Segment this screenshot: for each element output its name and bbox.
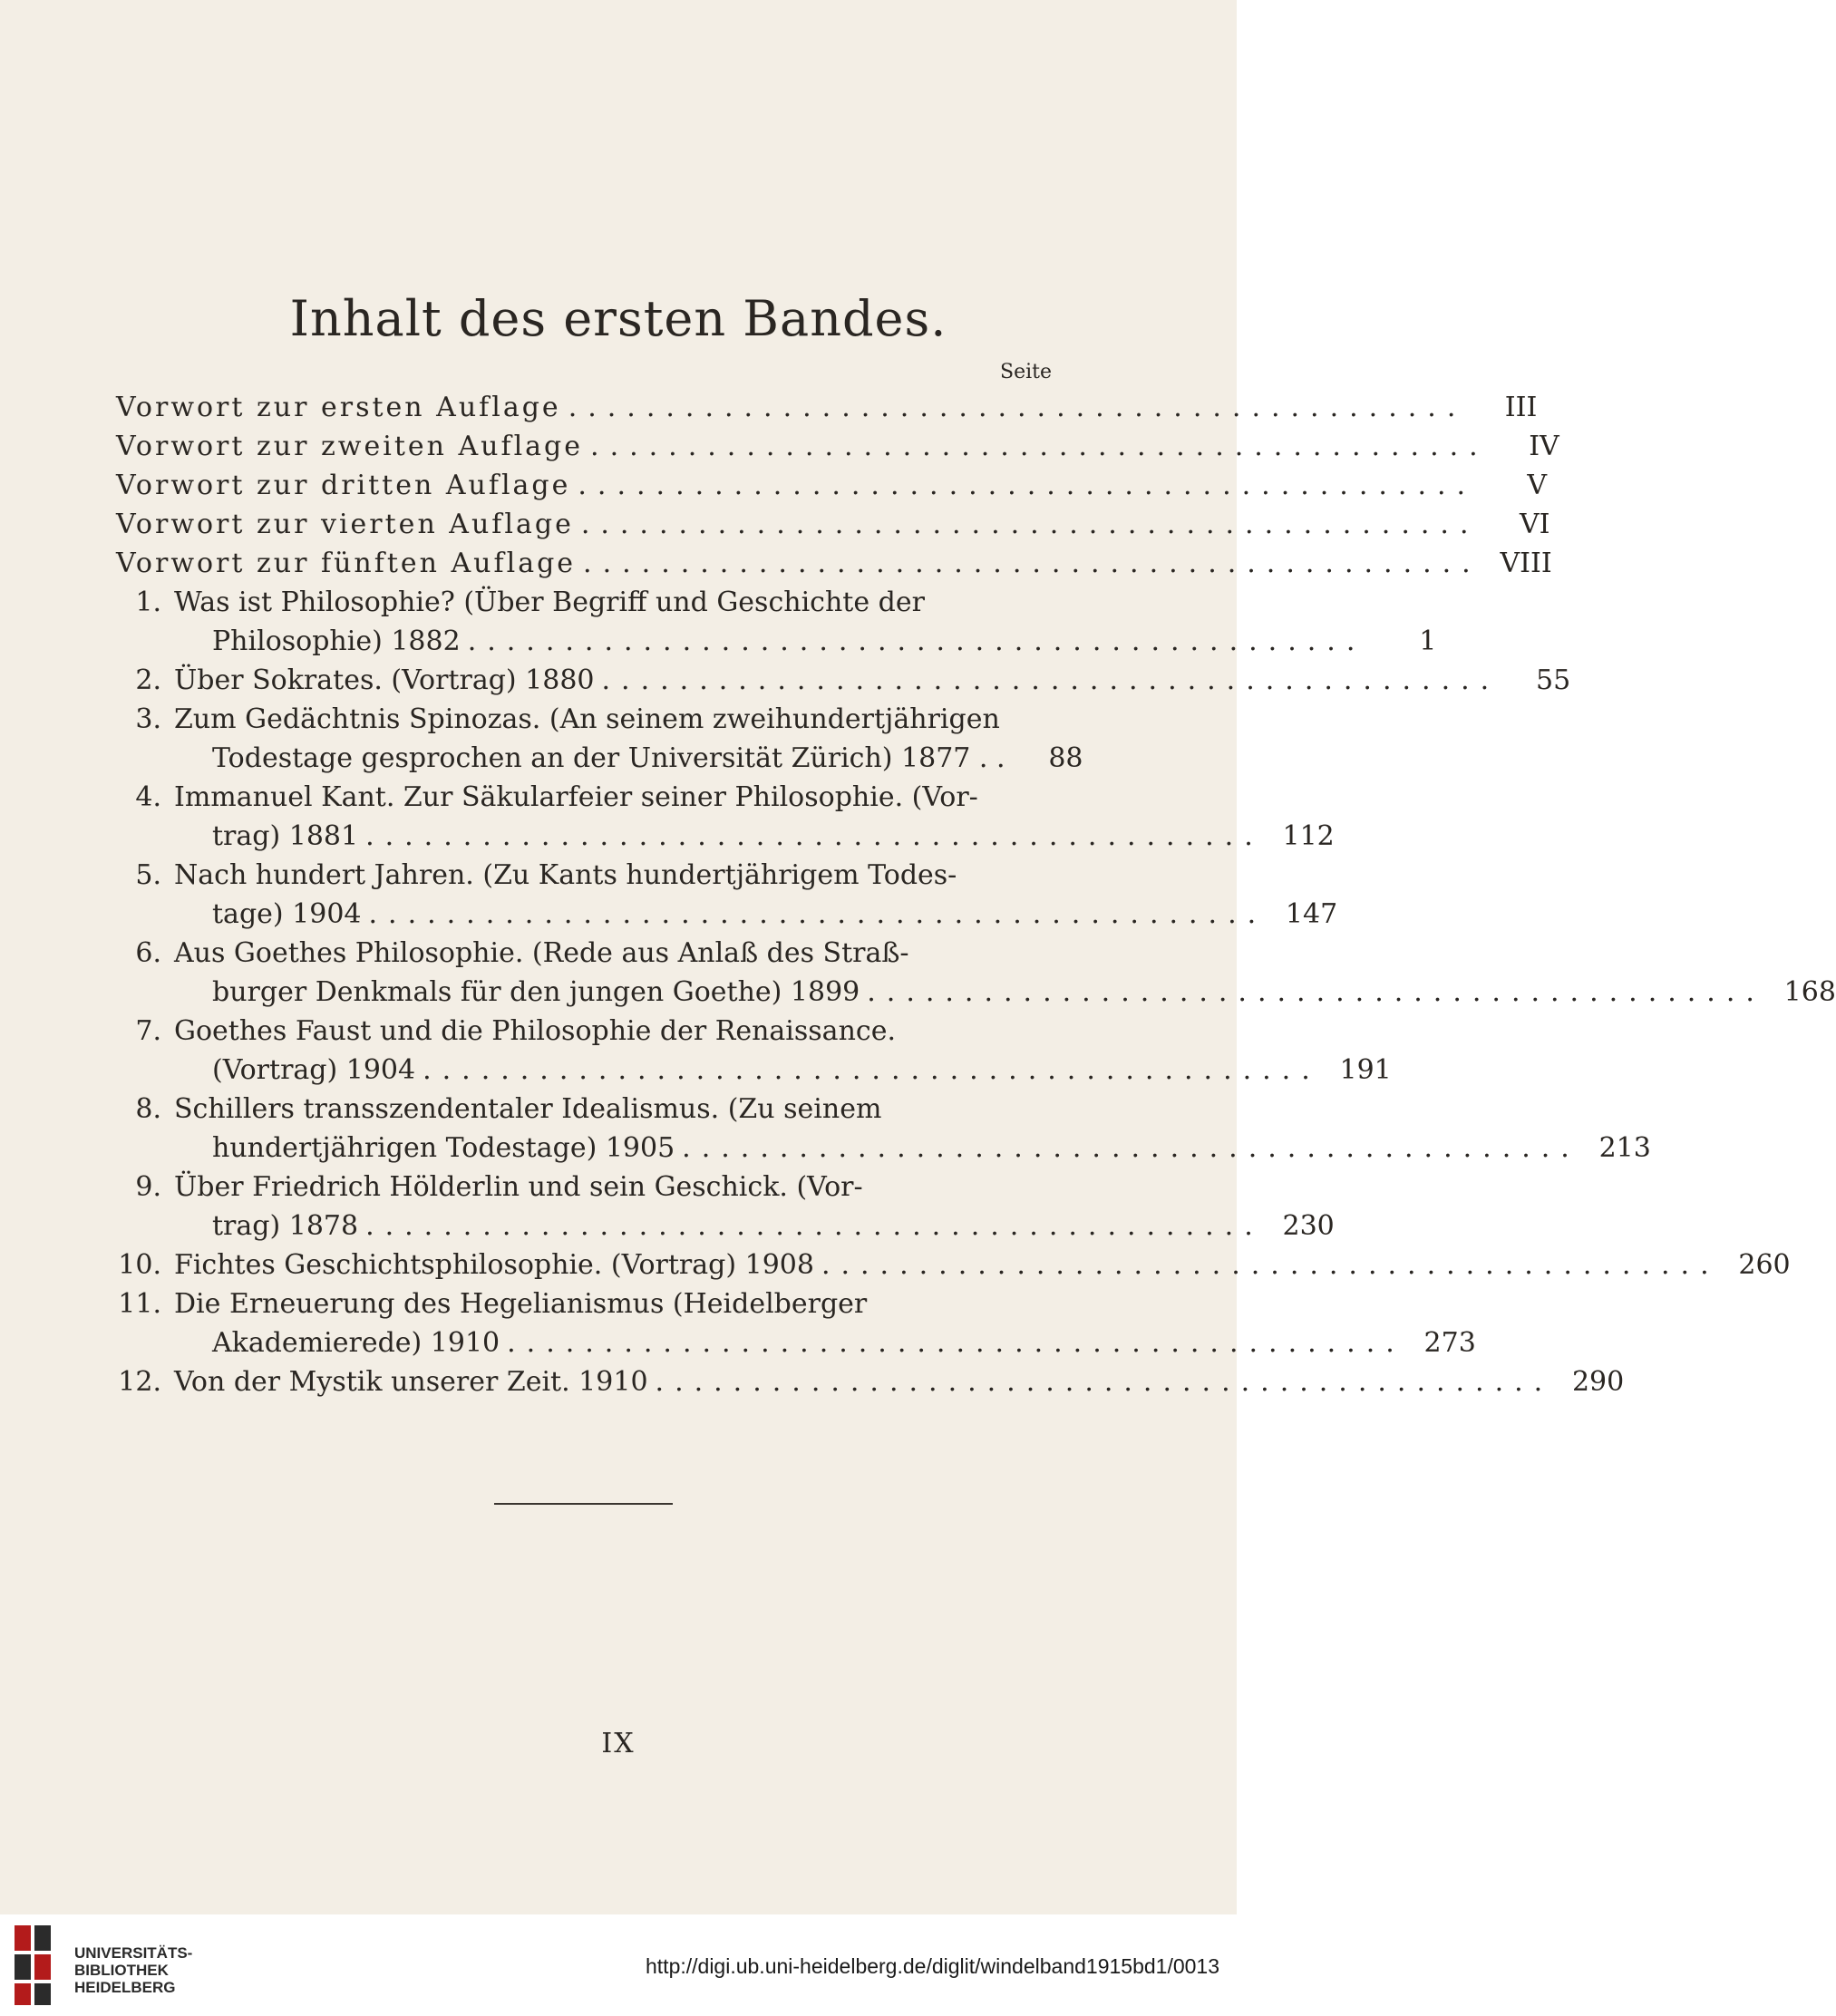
source-url-link[interactable]: http://digi.ub.uni-heidelberg.de/diglit/windelband1915bd1/0013 [646,1954,1219,1978]
seite-column-label: Seite [1000,361,1052,383]
university-library-logo-icon [11,1922,54,2009]
toc-leader-dots: .............................................. [580,509,1480,540]
toc-page-number: 55 [1536,664,1571,696]
toc-page-number: 191 [1339,1054,1392,1086]
library-name [74,1944,192,1996]
toc-entry-text: tage) 1904 [212,898,362,930]
toc-page-number: 147 [1285,898,1338,930]
toc-entry-9-line1 [116,1168,1052,1207]
toc-leader-dots: .............................................. [365,820,1264,852]
library-name-line: HEIDELBERG [74,1979,176,1996]
toc-entry-11-line1 [116,1284,1052,1323]
toc-leader-dots: .............................................. [655,1366,1554,1398]
toc-page-number: 168 [1783,976,1836,1008]
toc-entry-number: 11. [118,1288,161,1320]
toc-entry-7-line1 [116,1012,1052,1051]
toc-entry-text: Was ist Philosophie? (Über Begriff und Geschichte der [174,586,925,618]
toc-entry-12 [116,1362,1625,1401]
toc-page-number: VI [1519,509,1550,540]
toc-entry-number: 12. [118,1366,161,1398]
toc-entry-preface-5 [116,544,1552,583]
section-divider-rule [494,1503,673,1505]
toc-entry-text: Goethes Faust und die Philosophie der Renaissance. [174,1015,896,1047]
toc-entry-9-line2 [116,1207,1335,1245]
toc-entry-text: Vorwort zur fünften Auflage [116,548,577,579]
toc-entry-text: (Vortrag) 1904 [212,1054,416,1086]
page-title: Inhalt des ersten Bandes. [289,290,947,347]
toc-entry-number: 2. [135,664,161,696]
toc-leader-dots: .............................................. [601,664,1501,696]
toc-entry-text: Vorwort zur ersten Auflage [116,392,561,423]
toc-leader-dots: .............................................. [507,1327,1405,1359]
toc-entry-text: Fichtes Geschichtsphilosophie. (Vortrag) 1908 [174,1249,814,1281]
toc-leader-dots: .............................................. [423,1054,1321,1086]
toc-entry-preface-3 [116,466,1548,505]
toc-entry-text: Philosophie) 1882 [212,625,461,657]
toc-entry-number: 8. [135,1093,161,1125]
toc-entry-number: 10. [118,1249,161,1281]
toc-entry-3-line1 [116,700,1052,739]
toc-entry-4-line1 [116,778,1052,817]
toc-entry-number: 1. [135,586,161,618]
toc-leader-dots: .............................................. [583,548,1481,579]
toc-entry-4-line2 [116,817,1335,856]
toc-entry-1-line1 [116,583,1052,622]
toc-entry-text: Über Sokrates. (Vortrag) 1880 [174,664,595,696]
toc-entry-text: Über Friedrich Hölderlin und sein Geschick. (Vor- [174,1171,863,1203]
toc-page-number: IV [1529,431,1559,462]
toc-entry-text: Vorwort zur zweiten Auflage [116,431,584,462]
toc-leader-dots: .............................................. [578,470,1477,501]
toc-entry-number: 6. [135,937,161,969]
toc-entry-1-line2 [116,622,1437,661]
toc-leader-dots: .............................................. [467,625,1366,657]
toc-page-number: 88 [1048,742,1083,774]
toc-entry-text: Todestage gesprochen an der Universität Zürich) 1877 . . [212,742,1005,774]
toc-entry-text: Akademierede) 1910 [212,1327,500,1359]
toc-page-number: 260 [1738,1249,1791,1281]
toc-entry-6-line2 [116,973,1836,1012]
toc-page-number: 112 [1282,820,1335,852]
toc-page-number: 213 [1598,1132,1651,1164]
toc-entry-8-line1 [116,1090,1052,1129]
toc-entry-text: Von der Mystik unserer Zeit. 1910 [174,1366,648,1398]
toc-leader-dots: .............................................. [568,392,1467,423]
toc-entry-preface-2 [116,427,1559,466]
toc-entry-7-line2 [116,1051,1392,1090]
toc-entry-6-line1 [116,934,1052,973]
toc-entry-text: Zum Gedächtnis Spinozas. (An seinem zweihundertjährigen [174,703,1000,735]
toc-entry-number: 7. [135,1015,161,1047]
toc-leader-dots: .............................................. [821,1249,1720,1281]
toc-page-number: 1 [1419,625,1437,657]
toc-leader-dots: .............................................. [590,431,1489,462]
toc-entry-2 [116,661,1571,700]
toc-entry-text: trag) 1878 [212,1210,359,1242]
toc-entry-number: 3. [135,703,161,735]
toc-page-number: 290 [1571,1366,1625,1398]
toc-page-number: VIII [1500,548,1552,579]
toc-entry-5-line2 [116,895,1338,934]
toc-leader-dots: .............................................. [867,976,1765,1008]
toc-entry-text: Die Erneuerung des Hegelianismus (Heidelberger [174,1288,868,1320]
toc-entry-11-line2 [116,1323,1476,1362]
page-folio: IX [601,1728,636,1759]
library-name-line: BIBLIOTHEK [74,1962,169,1979]
toc-page-number: 273 [1423,1327,1476,1359]
toc-entry-text: Aus Goethes Philosophie. (Rede aus Anlaß des Straß- [174,937,909,969]
toc-entry-10 [116,1245,1791,1284]
library-name-line: UNIVERSITÄTS- [74,1944,193,1962]
toc-entry-number: 4. [135,781,161,813]
toc-page-number: 230 [1282,1210,1335,1242]
toc-entry-preface-1 [116,388,1538,427]
toc-entry-text: Vorwort zur vierten Auflage [116,509,574,540]
toc-entry-3-line2 [116,739,1083,778]
toc-entry-text: burger Denkmals für den jungen Goethe) 1899 [212,976,860,1008]
toc-entry-8-line2 [116,1129,1651,1168]
toc-entry-text: Nach hundert Jahren. (Zu Kants hundertjährigem Todes- [174,859,957,891]
toc-entry-number: 9. [135,1171,161,1203]
toc-entry-text: trag) 1881 [212,820,359,852]
toc-leader-dots: .............................................. [368,898,1268,930]
toc-entry-preface-4 [116,505,1550,544]
toc-entry-text: Immanuel Kant. Zur Säkularfeier seiner Philosophie. (Vor- [174,781,978,813]
toc-entry-number: 5. [135,859,161,891]
toc-entry-text: Schillers transszendentaler Idealismus. (Zu seinem [174,1093,882,1125]
toc-page-number: V [1527,470,1548,501]
toc-leader-dots: .............................................. [365,1210,1264,1242]
toc-entry-text: hundertjährigen Todestage) 1905 [212,1132,675,1164]
toc-page-number: III [1504,392,1538,423]
toc-entry-5-line1 [116,856,1052,895]
table-of-contents [116,388,1836,1401]
toc-entry-text: Vorwort zur dritten Auflage [116,470,571,501]
toc-leader-dots: .............................................. [682,1132,1580,1164]
